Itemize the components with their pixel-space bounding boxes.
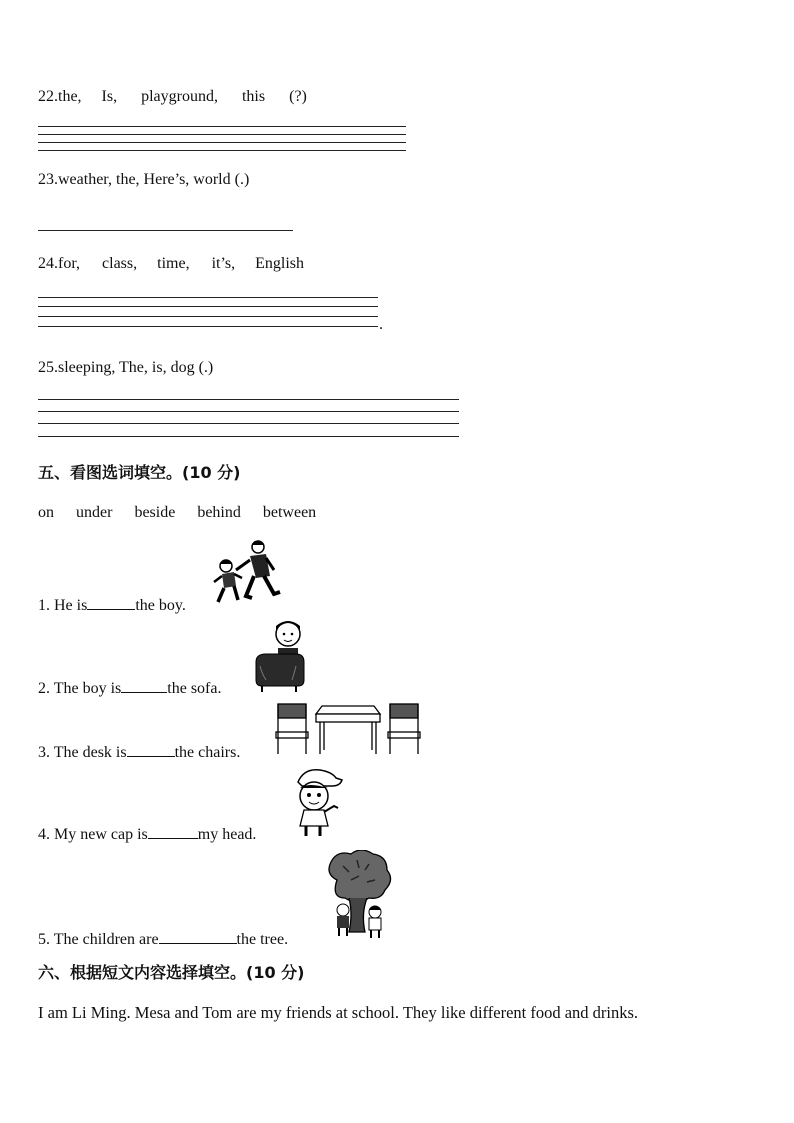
section-5-heading: 五、看图选词填空。(10 分) xyxy=(38,463,241,482)
question-24 xyxy=(38,255,304,273)
answer-line[interactable] xyxy=(38,423,459,424)
section-6-heading: 六、根据短文内容选择填空。(10 分) xyxy=(38,963,305,982)
fill-item-1: 1. He is the boy. xyxy=(38,597,186,614)
answer-blank[interactable] xyxy=(127,742,175,757)
answer-blank[interactable] xyxy=(159,929,237,944)
word-bank-item: on xyxy=(38,504,54,521)
word-bank-item: beside xyxy=(134,504,176,521)
answer-blank[interactable] xyxy=(121,678,167,693)
word: (?) xyxy=(289,88,307,105)
word-bank-item: behind xyxy=(197,504,241,521)
answer-blank[interactable] xyxy=(87,595,135,610)
fill-item-4: 4. My new cap is my head. xyxy=(38,826,257,843)
answer-line[interactable] xyxy=(38,230,293,231)
boy-behind-sofa-icon xyxy=(252,618,306,694)
question-number: 24. xyxy=(38,255,58,272)
question-25: 25.sleeping, The, is, dog (.) xyxy=(38,359,214,376)
desk-between-chairs-icon xyxy=(274,702,422,756)
answer-blank[interactable] xyxy=(148,824,198,839)
word: it’s, xyxy=(211,255,236,272)
word: playground, xyxy=(141,88,218,105)
answer-line[interactable] xyxy=(38,399,459,400)
answer-line[interactable] xyxy=(38,436,459,437)
two-boys-running-icon xyxy=(210,538,282,608)
answer-line[interactable] xyxy=(38,316,378,317)
question-23: 23.weather, the, Here’s, world (.) xyxy=(38,171,250,188)
reading-passage: I am Li Ming. Mesa and Tom are my friends at school. They like different food and drinks. xyxy=(38,1003,639,1022)
word: the, xyxy=(58,88,82,105)
fill-item-2: 2. The boy is the sofa. xyxy=(38,680,222,697)
word: Is, xyxy=(101,88,118,105)
word: this xyxy=(241,88,266,105)
word-bank-item: between xyxy=(262,504,317,521)
word-bank xyxy=(38,504,316,522)
answer-line[interactable] xyxy=(38,297,378,298)
answer-line[interactable] xyxy=(38,134,406,135)
answer-line[interactable] xyxy=(38,306,378,307)
fill-item-3: 3. The desk is the chairs. xyxy=(38,744,241,761)
word: for, xyxy=(58,255,81,272)
fill-item-5: 5. The children are the tree. xyxy=(38,931,289,948)
answer-line[interactable] xyxy=(38,142,406,143)
children-under-tree-icon xyxy=(323,850,395,942)
answer-line[interactable] xyxy=(38,126,406,127)
answer-line[interactable] xyxy=(38,411,459,412)
question-22 xyxy=(38,88,307,106)
end-mark: . xyxy=(379,316,383,333)
word: class, xyxy=(102,255,138,272)
word: time, xyxy=(157,255,190,272)
answer-line[interactable] xyxy=(38,326,378,327)
boy-with-cap-icon xyxy=(290,766,344,840)
word-bank-item: under xyxy=(76,504,113,521)
word: English xyxy=(255,255,305,272)
answer-line[interactable] xyxy=(38,150,406,151)
question-number: 22. xyxy=(38,88,58,105)
